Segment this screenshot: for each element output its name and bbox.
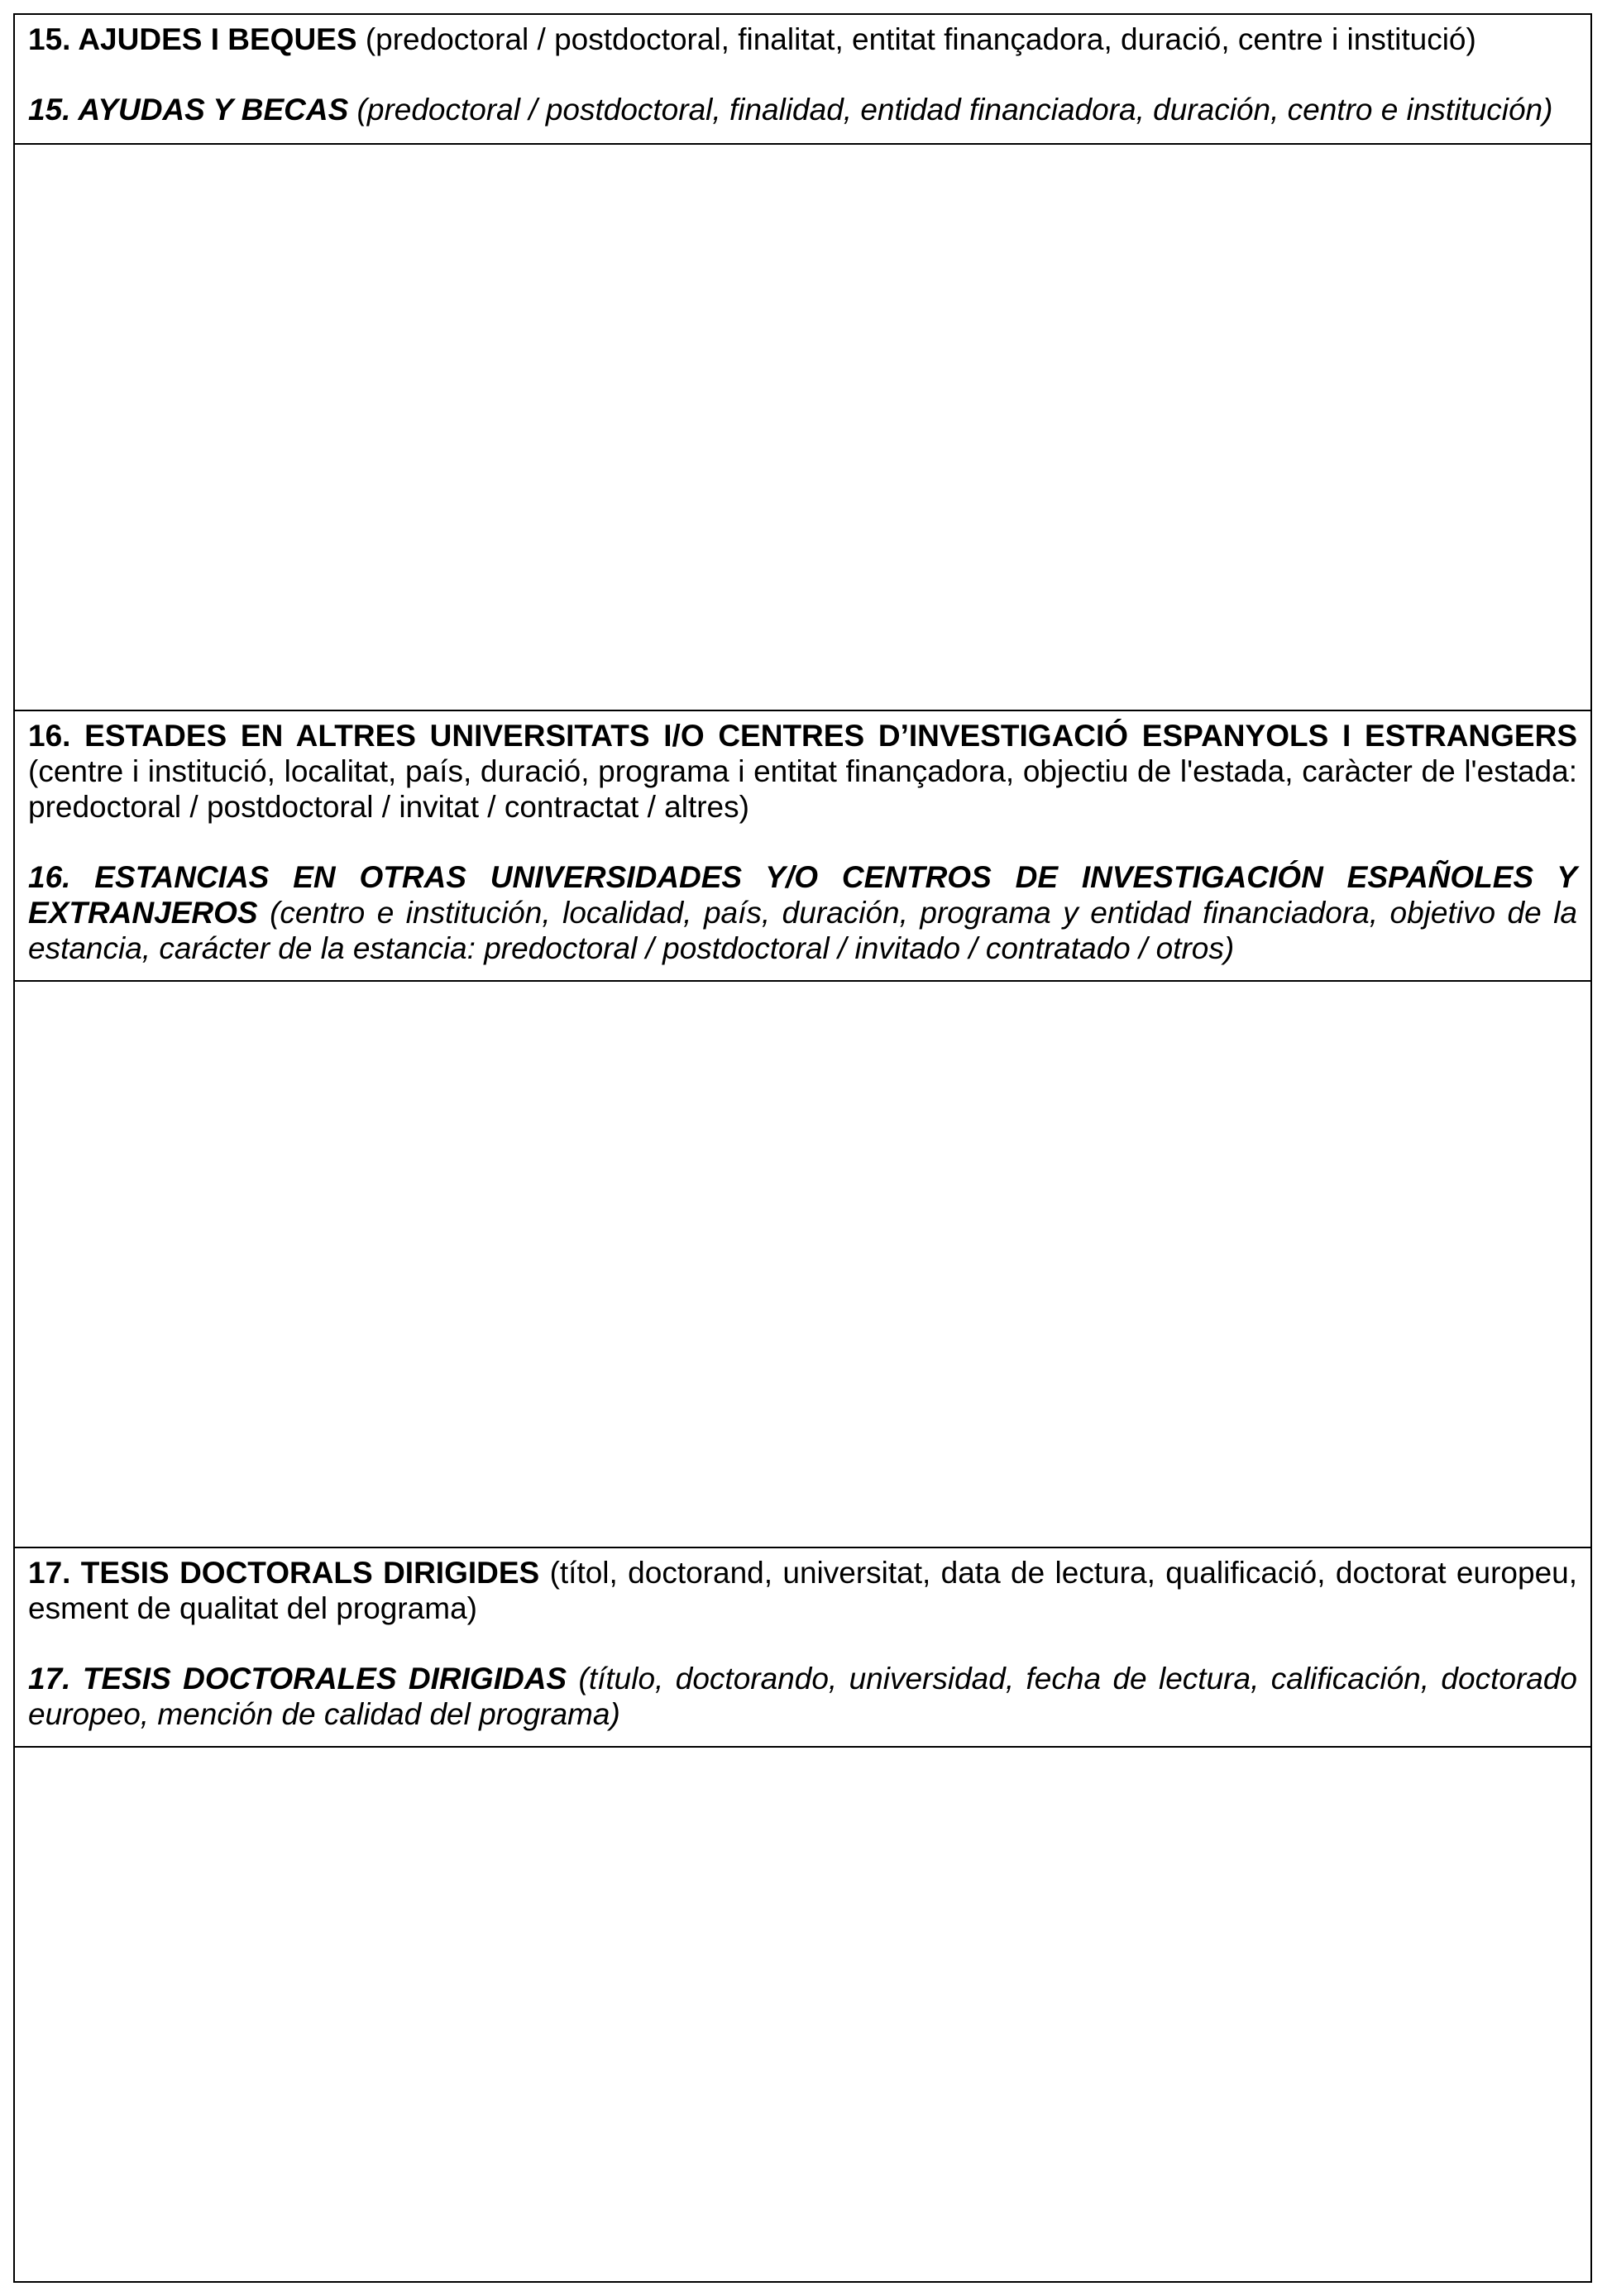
section-16-spanish-description: (centro e institución, localidad, país, duración, programa y entidad financiadora, objetivo de la estancia, carácter de la estancia: predoctoral / postdoctoral / invitado / contratado / otros) [28, 896, 1577, 965]
section-15-spanish-description: (predoctoral / postdoctoral, finalidad, entidad financiadora, duración, centro e institución) [348, 93, 1553, 127]
section-16-catalan-heading [28, 718, 1577, 825]
section-16-catalan-description: (centre i institució, localitat, país, duració, programa i entitat finançadora, objectiu de l'estada, caràcter de l'estada: predoctoral / postdoctoral / invitat / contractat / altres) [28, 754, 1577, 824]
section-15-catalan-description: (predoctoral / postdoctoral, finalitat, entitat finançadora, duració, centre i institució) [356, 22, 1476, 56]
section-15-entry-area[interactable] [15, 145, 1590, 711]
section-15-spanish-title: 15. AYUDAS Y BECAS [28, 93, 349, 127]
section-16-entry-area[interactable] [15, 982, 1590, 1548]
section-15-catalan-heading [28, 22, 1577, 57]
section-15-header [15, 15, 1590, 145]
section-17-entry-area[interactable] [15, 1748, 1590, 2281]
section-17-header [15, 1548, 1590, 1748]
section-17-catalan-heading [28, 1555, 1577, 1626]
section-16-catalan-title: 16. ESTADES EN ALTRES UNIVERSITATS I/O CENTRES D’INVESTIGACIÓ ESPANYOLS I ESTRANGERS [28, 719, 1577, 753]
section-15-catalan-title: 15. AJUDES I BEQUES [28, 22, 357, 56]
section-17-catalan-description: (títol, doctorand, universitat, data de lectura, qualificació, doctorat europeu, esment de qualitat del programa) [28, 1556, 1578, 1625]
section-17-catalan-title: 17. TESIS DOCTORALS DIRIGIDES [28, 1556, 540, 1590]
section-17-spanish-heading [28, 1661, 1577, 1732]
section-16-spanish-heading [28, 859, 1577, 966]
section-16-header [15, 711, 1590, 982]
section-16-spanish-title: 16. ESTANCIAS EN OTRAS UNIVERSIDADES Y/O CENTROS DE INVESTIGACIÓN ESPAÑOLES Y EXTRANJEROS [28, 860, 1577, 930]
section-15-spanish-heading [28, 92, 1577, 127]
form-table [13, 13, 1592, 2283]
section-17-spanish-description: (título, doctorando, universidad, fecha de lectura, calificación, doctorado europeo, mención de calidad del programa) [28, 1662, 1577, 1731]
section-17-spanish-title: 17. TESIS DOCTORALES DIRIGIDAS [28, 1662, 567, 1696]
